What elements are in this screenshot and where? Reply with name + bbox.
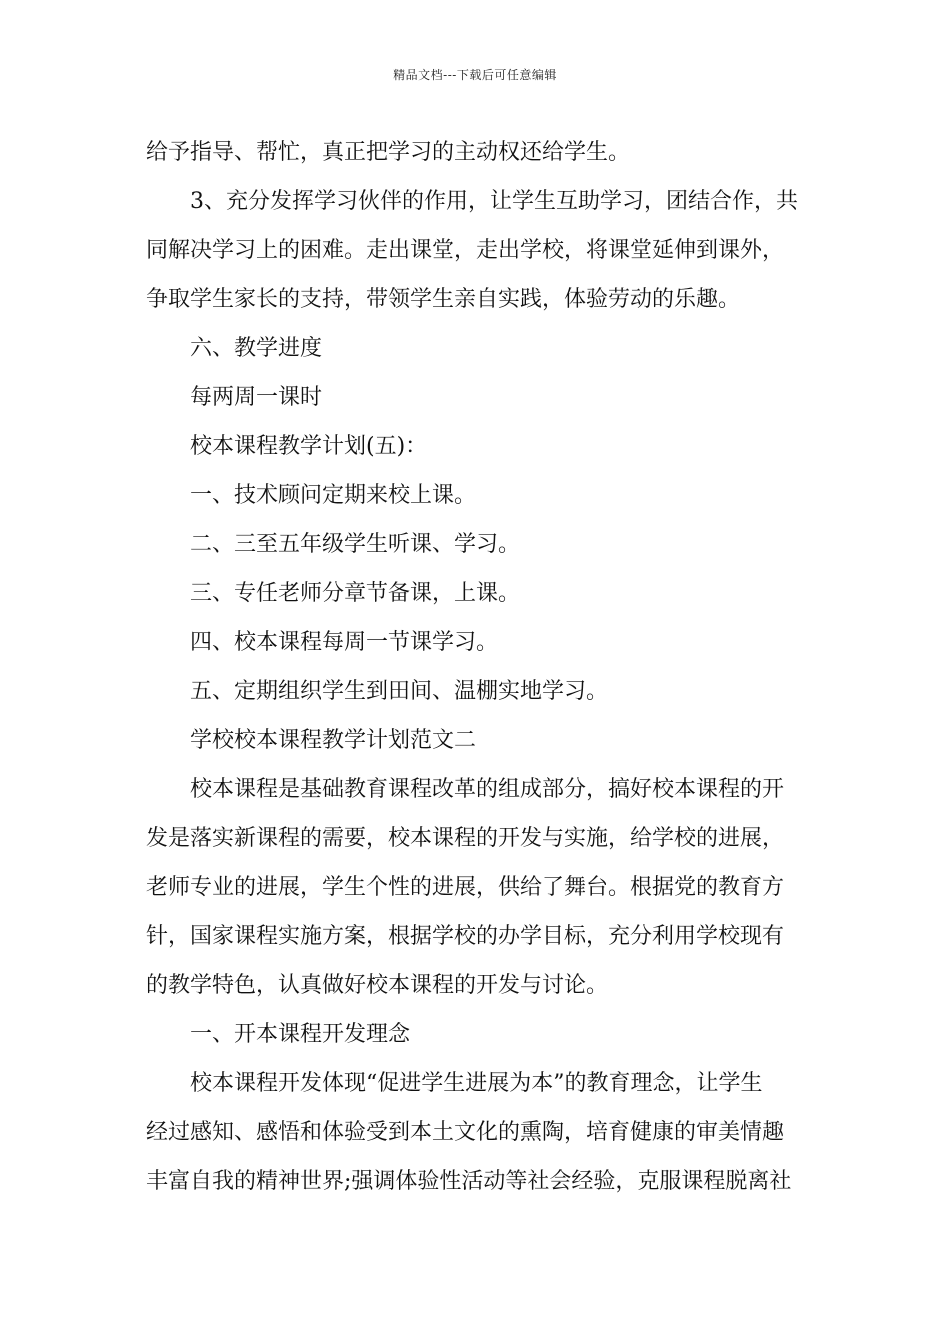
text-line-14: 校本课程是基础教育课程改革的组成部分，搞好校本课程的开: [190, 777, 785, 802]
text-line-15: 发是落实新课程的需要，校本课程的开发与实施，给学校的进展，: [146, 826, 785, 851]
text-line-1: 给予指导、帮忙，真正把学习的主动权还给学生。: [146, 140, 631, 165]
text-line-21: 经过感知、感悟和体验受到本土文化的熏陶，培育健康的审美情趣: [146, 1120, 785, 1145]
text-line-22: 丰富自我的精神世界;强调体验性活动等社会经验，克服课程脱离社: [146, 1169, 792, 1194]
section-heading-sample-two: 学校校本课程教学计划范文二: [190, 728, 477, 753]
list-item-5: 五、定期组织学生到田间、温棚实地学习。: [190, 679, 609, 704]
document-body: [146, 128, 806, 1206]
section-heading-concept: 一、开本课程开发理念: [190, 1022, 411, 1047]
text-line-4: 争取学生家长的支持，带领学生亲自实践，体验劳动的乐趣。: [146, 287, 741, 312]
list-item-4: 四、校本课程每周一节课学习。: [190, 630, 499, 655]
list-item-3: 三、专任老师分章节备课，上课。: [190, 581, 521, 606]
text-line-20: 校本课程开发体现“促进学生进展为本”的教育理念，让学生: [190, 1071, 763, 1096]
text-line-3: 同解决学习上的困难。走出课堂，走出学校，将课堂延伸到课外，: [146, 238, 785, 263]
page-header: 精品文档---下载后可任意编辑: [393, 68, 557, 82]
list-item-1: 一、技术顾问定期来校上课。: [190, 483, 477, 508]
section-heading-plan-five: 校本课程教学计划(五)：: [190, 434, 428, 459]
list-item-2: 二、三至五年级学生听课、学习。: [190, 532, 521, 557]
text-line-17: 针，国家课程实施方案，根据学校的办学目标，充分利用学校现有: [146, 924, 785, 949]
text-line-16: 老师专业的进展，学生个性的进展，供给了舞台。根据党的教育方: [146, 875, 785, 900]
text-line-18: 的教学特色，认真做好校本课程的开发与讨论。: [146, 973, 609, 998]
text-line-2: 3、充分发挥学习伙伴的作用，让学生互助学习，团结合作，共: [190, 189, 798, 214]
text-line-6: 每两周一课时: [190, 385, 323, 410]
section-heading-teaching-progress: 六、教学进度: [190, 336, 323, 361]
